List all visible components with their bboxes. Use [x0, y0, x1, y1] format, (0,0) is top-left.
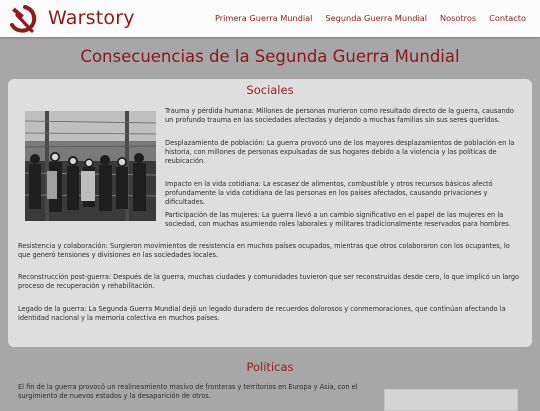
- politicas-photo: [384, 389, 518, 411]
- sociales-paragraph: Impacto en la vida cotidiana: La escasez de alimentos, combustible y otros recursos básicos afectó profundamente la vida cotidiana de las personas en los países afectados, causando privaciones y dificultades.: [165, 180, 493, 207]
- photo-illustration: [25, 111, 156, 221]
- nav-link-primera-guerra[interactable]: Primera Guerra Mundial: [214, 13, 313, 23]
- sociales-paragraph: Participación de las mujeres: La guerra llevó a un cambio significativo en el papel de las mujeres en la sociedad, con muchas asumiendo roles laborales y militares tradicionalmente reservados para hombres.: [165, 211, 511, 229]
- navbar: [0, 0, 540, 37]
- nav-link-nosotros[interactable]: Nosotros: [440, 13, 477, 23]
- wwii-children-behind-barbed-wire-photo: [25, 111, 156, 221]
- sociales-paragraph: Reconstrucción post-guerra: Después de la guerra, muchas ciudades y comunidades tuvieron que ser reconstruidas desde cero, lo que implicó un largo proceso de recuperación y rehabilitación.: [18, 273, 520, 291]
- sociales-paragraph: Trauma y pérdida humana: Millones de personas murieron como resultado directo de la guerra, causando un profundo trauma en las sociedades afectadas y dejando a muchas familias sin sus seres queridos.: [165, 107, 514, 125]
- sociales-paragraph: Desplazamiento de población: La guerra provocó uno de los mayores desplazamientos de población en la historia, con millones de personas expulsadas de sus hogares debido a la violencia y las políticas de reubicación.: [165, 139, 515, 166]
- page-title: Consecuencias de la Segunda Guerra Mundial: [80, 47, 460, 66]
- sociales-paragraph: Legado de la guerra: La Segunda Guerra Mundial dejó un legado duradero de recuerdos dolorosos y conmemoraciones, que continúan afectando la identidad nacional y la memoria colectiva en muchos países.: [18, 305, 506, 323]
- sociales-card: [8, 79, 532, 347]
- hammer-and-sickle-icon[interactable]: [7, 3, 39, 35]
- nav-link-segunda-guerra[interactable]: Segunda Guerra Mundial: [325, 13, 428, 23]
- nav-link-contacto[interactable]: Contacto: [489, 13, 526, 23]
- section-title-politicas: Políticas: [246, 360, 294, 374]
- nav-links: [215, 13, 526, 23]
- sociales-paragraph: Resistencia y colaboración: Surgieron movimientos de resistencia en muchos países ocupados, mientras que otros colaboraron con los ocupantes, lo que generó tensiones y divisiones en las sociedades locales.: [18, 242, 510, 260]
- brand-name[interactable]: Warstory: [48, 7, 135, 29]
- section-title-sociales: Sociales: [246, 83, 294, 97]
- politicas-paragraph: El fin de la guerra provocó un realineamiento masivo de fronteras y territorios en Europa y Asia, con el surgimiento de nuevos estados y la desaparición de otros.: [18, 383, 358, 401]
